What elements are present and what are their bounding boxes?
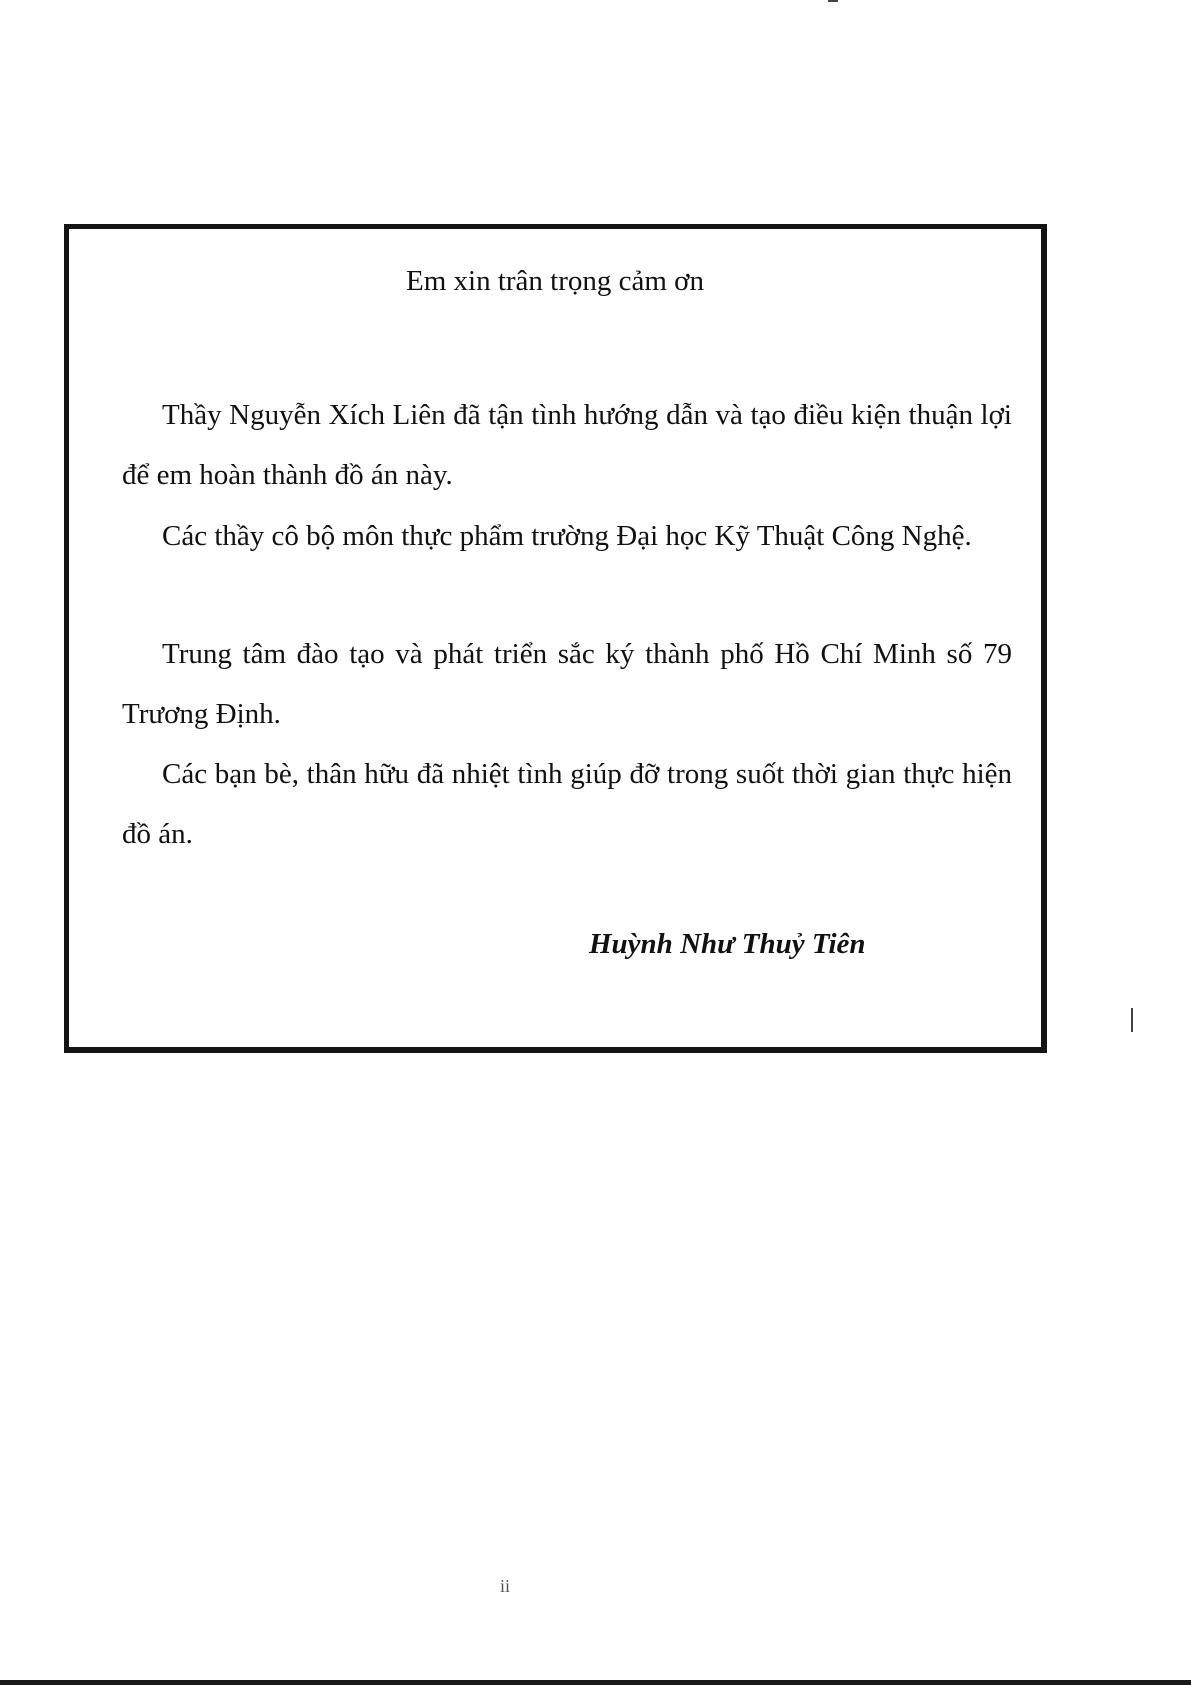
- acknowledgement-paragraph-1: Thầy Nguyễn Xích Liên đã tận tình hướng dẫn và tạo điều kiện thuận lợi để em hoàn thành đồ án này.: [122, 399, 1012, 491]
- acknowledgement-paragraph-2: Các thầy cô bộ môn thực phẩm trường Đại học Kỹ Thuật Công Nghệ.: [162, 520, 972, 552]
- scan-mark: [828, 0, 838, 2]
- scan-mark: [1131, 1008, 1133, 1032]
- scan-edge: [0, 1680, 1191, 1685]
- page-number: ii: [500, 1576, 511, 1596]
- author-signature: Huỳnh Như Thuỷ Tiên: [589, 928, 866, 960]
- acknowledgement-box: [64, 224, 1047, 1053]
- acknowledgement-heading: Em xin trân trọng cảm ơn: [405, 265, 704, 297]
- acknowledgement-paragraph-4: Các bạn bè, thân hữu đã nhiệt tình giúp đỡ trong suốt thời gian thực hiện đồ án.: [122, 758, 1012, 850]
- acknowledgement-paragraph-3: Trung tâm đào tạo và phát triển sắc ký thành phố Hồ Chí Minh số 79 Trương Định.: [122, 638, 1012, 730]
